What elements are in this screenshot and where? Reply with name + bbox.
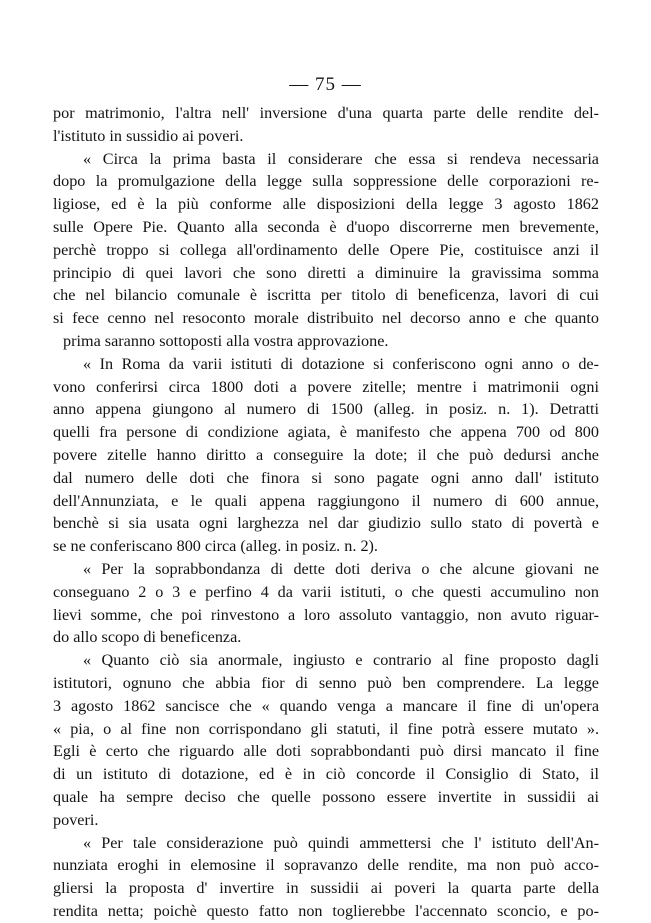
text-line: do allo scopo di beneficenza. [53,628,242,647]
text-line: anno appena giungono al numero di 1500 (alleg. in posiz. n. 1). Detratti [53,400,599,419]
text-line: dell'Annunziata, e le quali appena raggiungono il numero di 600 annue, [53,491,599,510]
text-line: gliersi la proposta d' invertire in sussidii ai poveri la quarta parte della [53,879,599,898]
text-line: se ne conferiscano 800 circa (alleg. in posiz. n. 2). [53,537,378,556]
text-line: « In Roma da varii istituti di dotazione si conferiscono ogni anno o de- [83,354,599,373]
text-line: lievi somme, che poi rinvestono a loro assoluto vantaggio, non avuto riguar- [53,605,599,624]
page-number: — 75 — [289,74,362,95]
text-line: por matrimonio, l'altra nell' inversione d'una quarta parte delle rendite del- [53,104,599,122]
text-line: sulle Opere Pie. Quanto alla seconda è d'uopo discorrerne men brevemente, [53,217,599,236]
text-line: « Per tale considerazione può quindi ammettersi che l' istituto dell'An- [83,833,599,852]
text-line: ligiose, ed è la più conforme alle disposizioni della legge 3 agosto 1862 [53,195,599,214]
text-line: di un istituto di dotazione, ed è in ciò concorde il Consiglio di Stato, il [53,765,599,784]
text-line: vono conferirsi circa 1800 doti a povere zitelle; mentre i matrimonii ogni [53,377,599,396]
text-line: « pia, o al fine non corrispondano gli statuti, il fine potrà essere mutato ». [53,719,599,738]
text-line: « Circa la prima basta il considerare che essa si rendeva necessaria [83,149,599,168]
text-line: benchè si sia usata ogni larghezza nel dar giudizio sullo stato di povertà e [53,514,599,533]
text-line: quale ha sempre deciso che quelle possono essere invertite in sussidii ai [53,787,599,806]
text-line: l'istituto in sussidio ai poveri. [53,126,244,145]
text-line: conseguano 2 o 3 e perfino 4 da varii istituti, o che questi accumulino non [53,582,599,601]
text-line: prima saranno sottoposti alla vostra approvazione. [63,331,389,350]
text-line: perchè troppo si collega all'ordinamento delle Opere Pie, costituisce anzi il [53,240,599,259]
text-line: nunziata eroghi in elemosine il sopravanzo delle rendite, ma non può acco- [53,856,599,875]
body-text [53,102,599,923]
text-line: povere zitelle hanno diritto a conseguire la dote; il che può dedursi anche [53,445,599,464]
text-line: che nel bilancio comunale è iscritta per titolo di beneficenza, lavori di cui [53,286,599,305]
text-line: dopo la promulgazione della legge sulla soppressione delle corporazioni re- [53,172,599,191]
text-line: rendita netta; poichè questo fatto non toglierebbe l'accennato sconcio, e po- [53,901,599,920]
text-line: poveri. [53,810,99,829]
text-line: dal numero delle doti che finora si sono pagate ogni anno dall' istituto [53,468,599,487]
text-line: « Per la soprabbondanza di dette doti deriva o che alcune giovani ne [83,559,599,578]
text-line: 3 agosto 1862 sancisce che « quando venga a mancare il fine di un'opera [53,696,599,715]
text-line: « Quanto ciò sia anormale, ingiusto e contrario al fine proposto dagli [83,651,599,670]
text-line: si fece cenno nel resoconto morale distribuito nel decorso anno e che quanto [53,309,599,328]
text-line: istitutori, ognuno che abbia fior di senno può ben comprendere. La legge [53,673,599,692]
text-line: quelli fra persone di condizione agiata, è manifesto che appena 700 od 800 [53,423,599,442]
text-line: Egli è certo che riguardo alle doti soprabbondanti può dirsi mancato il fine [53,742,599,761]
text-line: principio di quei lavori che sono diretti a diminuire la gravissima somma [53,263,599,282]
